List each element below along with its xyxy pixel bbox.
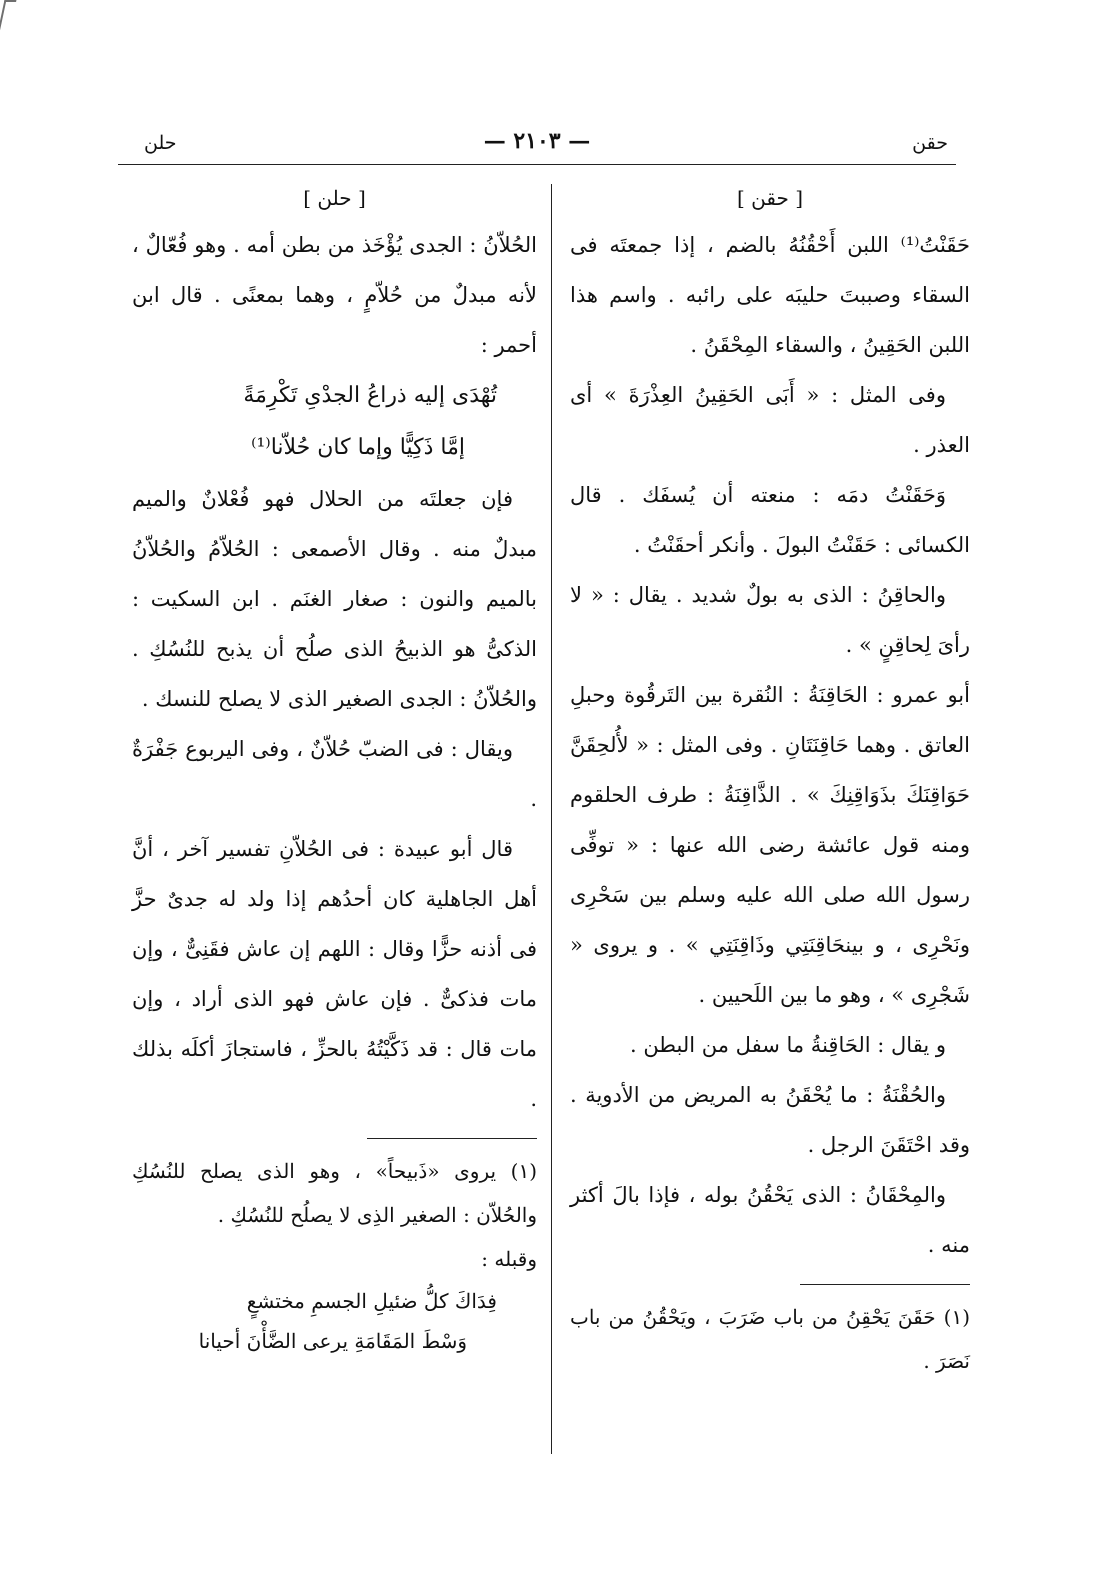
header-right-word: حقن xyxy=(912,132,948,154)
right-paragraph: والحُقْنَةُ : ما يُحْقَنُ به المريض من الأدوية . وقد احْتَقَنَ الرجل . xyxy=(570,1083,970,1157)
page-number: — ٢١٠٣ — xyxy=(483,128,591,154)
left-paragraph: الحُلاّنُ : الجدى يُؤْخَذ من بطن أمه . وهو فُعّالٌ ، لأنه مبدلٌ من حُلاّمٍ ، وهما بمعنًى . قال ابن أحمر : xyxy=(132,233,537,357)
footnote-rule xyxy=(367,1138,537,1139)
header-left-word: حلن xyxy=(144,132,177,154)
poem-verse: إمَّا ذَكِيًّا وإما كان حُلاّنا⁽¹⁾ xyxy=(251,435,465,460)
right-column xyxy=(570,178,970,1383)
header-rule xyxy=(118,164,956,165)
right-paragraph: والحاقِنُ : الذى به بولٌ شديد . يقال : « لا رأىَ لِحاقِنٍ » . xyxy=(570,583,970,657)
right-paragraph: وَحَقَنْتُ دمَه : منعته أن يُسفَك . قال الكسائى : حَقَنْتُ البولَ . وأنكر أحقَنْتُ . xyxy=(570,483,970,557)
entry-title-haqn: [ حقن ] xyxy=(736,186,804,210)
right-paragraph: وفى المثل : « أَبَى الحَقِينُ العِذْرَةَ » أى العذر . xyxy=(570,383,970,457)
footnote-verse: فِدَاكَ كلُّ ضئيلِ الجسمِ مختشعٍ xyxy=(246,1289,497,1313)
footnote: (١) يروى «ذَبيحاً» ، وهو الذى يصلح للنُسُكِ والحُلاّن : الصغير الذِى لا يصلُح للنُسُكِ . xyxy=(132,1159,537,1227)
footnote-rule xyxy=(800,1284,970,1285)
left-paragraph: ويقال : فى الضبّ حُلاّنٌ ، وفى اليربوع جَفْرَةٌ . xyxy=(132,737,537,811)
left-paragraph: فإن جعلتَه من الحلال فهو فُعْلانٌ والميم مبدلٌ منه . وقال الأصمعى : الحُلاّمُ والحُلاّنُ بالميم والنون : صغار الغنَم . ابن السكيت : الذكىُّ هو الذبيحُ الذى صلُح أن يذبح للنُسُكِ . والحُلاّنُ : الجدى الصغير الذى لا يصلح للنسك . xyxy=(132,487,537,711)
page-header xyxy=(118,128,956,162)
right-paragraph: والمِحْقَانُ : الذى يَحْقُنُ بوله ، فإذا بالَ أكثر منه . xyxy=(570,1183,970,1257)
footnote: (١) حَقَنَ يَحْقِنُ من باب ضَرَبَ ، ويَحْقُنُ من باب نَصَرَ . xyxy=(570,1305,970,1373)
poem-verse: تُهْدَى إليه ذراعُ الجدْىِ تَكْرِمَةً xyxy=(243,383,497,408)
right-paragraph: و يقال : الحَاقِنةُ ما سفل من البطن . xyxy=(629,1033,946,1057)
left-column xyxy=(132,178,537,1361)
column-divider xyxy=(551,184,552,1454)
right-paragraph: حَقَنْتُ⁽¹⁾ اللبن أَحْقُنُهُ بالضم ، إذا جمعتَه فى السقاء وصببتَ حليبَه على رائبه . واسم هذا اللبن الحَقِينُ ، والسقاء المِحْقَنُ . xyxy=(570,233,970,357)
entry-title-hln: [ حلن ] xyxy=(303,186,366,210)
page-corner-mark xyxy=(0,0,16,42)
right-paragraph: أبو عمرو : الحَاقِنَةُ : النُقرة بين التَرقُوة وحبلِ العاتق . وهما حَاقِنَتَانِ . وفى المثل : « لأُلحِقَنَّ حَوَاقِنَكَ بذَوَاقِنِكَ » . الذَّاقِنَةُ : طرف الحلقوم ومنه قول عائشة رضى الله عنها : « توفِّى رسول الله صلى الله عليه وسلم بين سَحْرِى ونَحْرِى ، و بينحَاقِنَتِي وذَاقِنَتِي » . و يروى « شَجْرِى » ، وهو ما بين اللَحيين . xyxy=(570,683,970,1007)
left-paragraph: قال أبو عبيدة : فى الحُلاّنِ تفسير آخر ، أنَّ أهل الجاهلية كان أحدُهم إذا ولد له جدىٌ حزَّ فى أذنه حزًّا وقال : اللهم إن عاش فقَنِىٌّ ، وإن مات فذكىٌّ . فإن عاش فهو الذى أراد ، وإن مات قال : قد ذَكَّيْتُهُ بالحزِّ ، فاستجازَ أكلَه بذلك . xyxy=(132,837,537,1111)
footnote-verse: وَسْطَ المَقَامَةِ يرعى الضَّأْنَ أحيانا xyxy=(198,1329,467,1353)
footnote-intro: وقبله : xyxy=(481,1247,537,1271)
